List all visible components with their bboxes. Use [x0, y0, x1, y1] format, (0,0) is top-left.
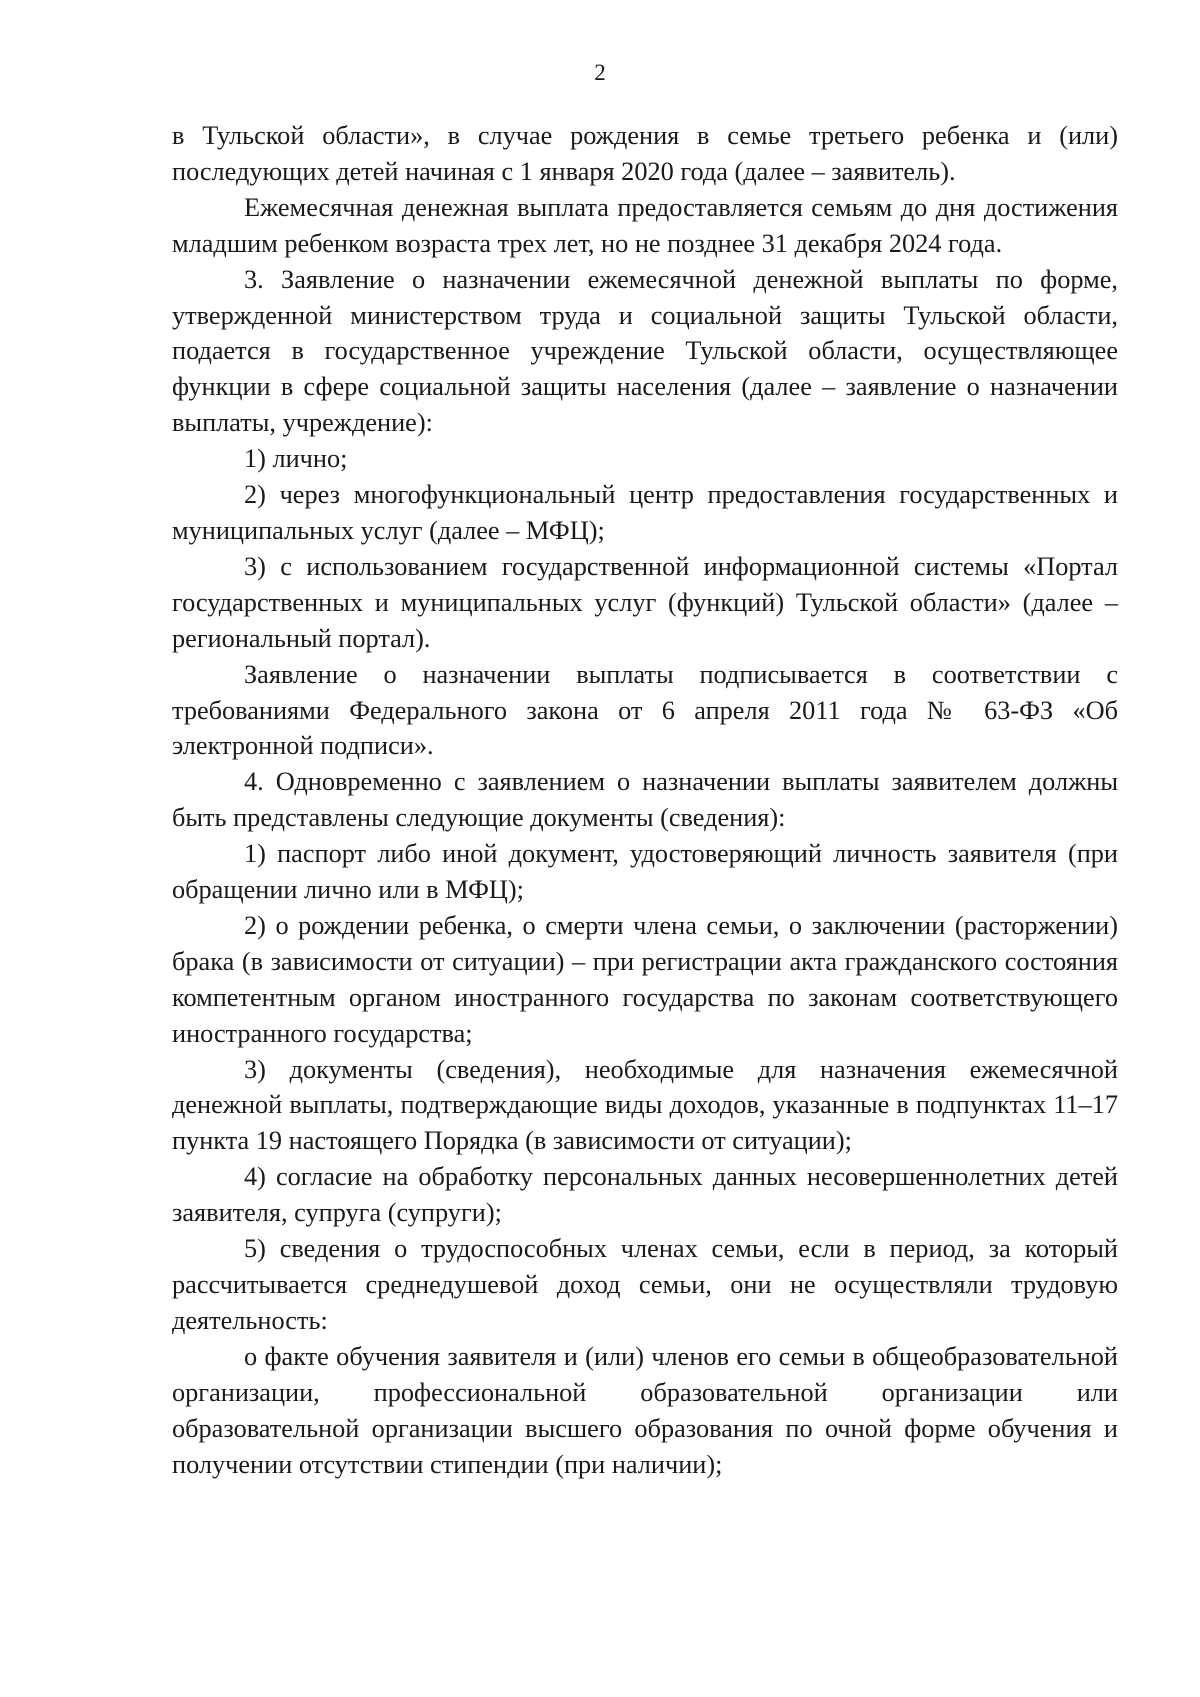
paragraph-item-4-3: 3) документы (сведения), необходимые для назначения ежемесячной денежной выплаты, подтверждающие виды доходов, указанные в подпунктах 11–17 пункта 19 настоящего Порядка (в зависимости от ситуации); — [172, 1054, 1118, 1156]
document-body — [172, 118, 1118, 1482]
paragraph-signature: Заявление о назначении выплаты подписывается в соответствии с требованиями Федерального закона от 6 апреля 2011 года № 63-ФЗ «Об электронной подписи». — [172, 659, 1118, 761]
paragraph-item-4-4: 4) согласие на обработку персональных данных несовершеннолетних детей заявителя, супруга (супруги); — [172, 1162, 1118, 1228]
paragraph-item-4-1: 1) паспорт либо иной документ, удостоверяющий личность заявителя (при обращении лично или в МФЦ); — [172, 839, 1118, 905]
paragraph-item-4-5: 5) сведения о трудоспособных членах семьи, если в период, за который рассчитывается среднедушевой доход семьи, они не осуществляли трудовую деятельность: — [172, 1234, 1118, 1335]
paragraph-item-4-5-a: о факте обучения заявителя и (или) членов его семьи в общеобразовательной организации, профессиональной образовательной организации или образовательной организации высшего образования по очной форме обучения и получении отсутствии стипендии (при наличии); — [172, 1341, 1118, 1479]
paragraph-item-3-2: 2) через многофункциональный центр предоставления государственных и муниципальных услуг (далее – МФЦ); — [172, 480, 1118, 545]
page-number: 2 — [594, 60, 606, 85]
paragraph-item-3: 3. Заявление о назначении ежемесячной денежной выплаты по форме, утвержденной министерством труда и социальной защиты Тульской области, подается в государственное учреждение Тульской области, осуществляющее функции в сфере социальной защиты населения (далее – заявление о назначении выплаты, учреждение): — [172, 264, 1118, 438]
paragraph-item-3-3: 3) с использованием государственной информационной системы «Портал государственных и муниципальных услуг (функций) Тульской области» (далее – региональный портал). — [172, 551, 1118, 653]
paragraph-payment-duration: Ежемесячная денежная выплата предоставляется семьям до дня достижения младшим ребенком возраста трех лет, но не позднее 31 декабря 2024 года. — [172, 192, 1118, 258]
paragraph-item-4-2: 2) о рождении ребенка, о смерти члена семьи, о заключении (расторжении) брака (в зависимости от ситуации) – при регистрации акта гражданского состояния компетентным органом иностранного государства по законам соответствующего иностранного государства; — [172, 910, 1118, 1048]
paragraph-item-4: 4. Одновременно с заявлением о назначении выплаты заявителем должны быть представлены следующие документы (сведения): — [172, 767, 1118, 833]
paragraph-intro-continued: в Тульской области», в случае рождения в семье третьего ребенка и (или) последующих детей начиная с 1 января 2020 года (далее – заявитель). — [172, 121, 1118, 186]
paragraph-item-3-1: 1) лично; — [244, 444, 348, 474]
